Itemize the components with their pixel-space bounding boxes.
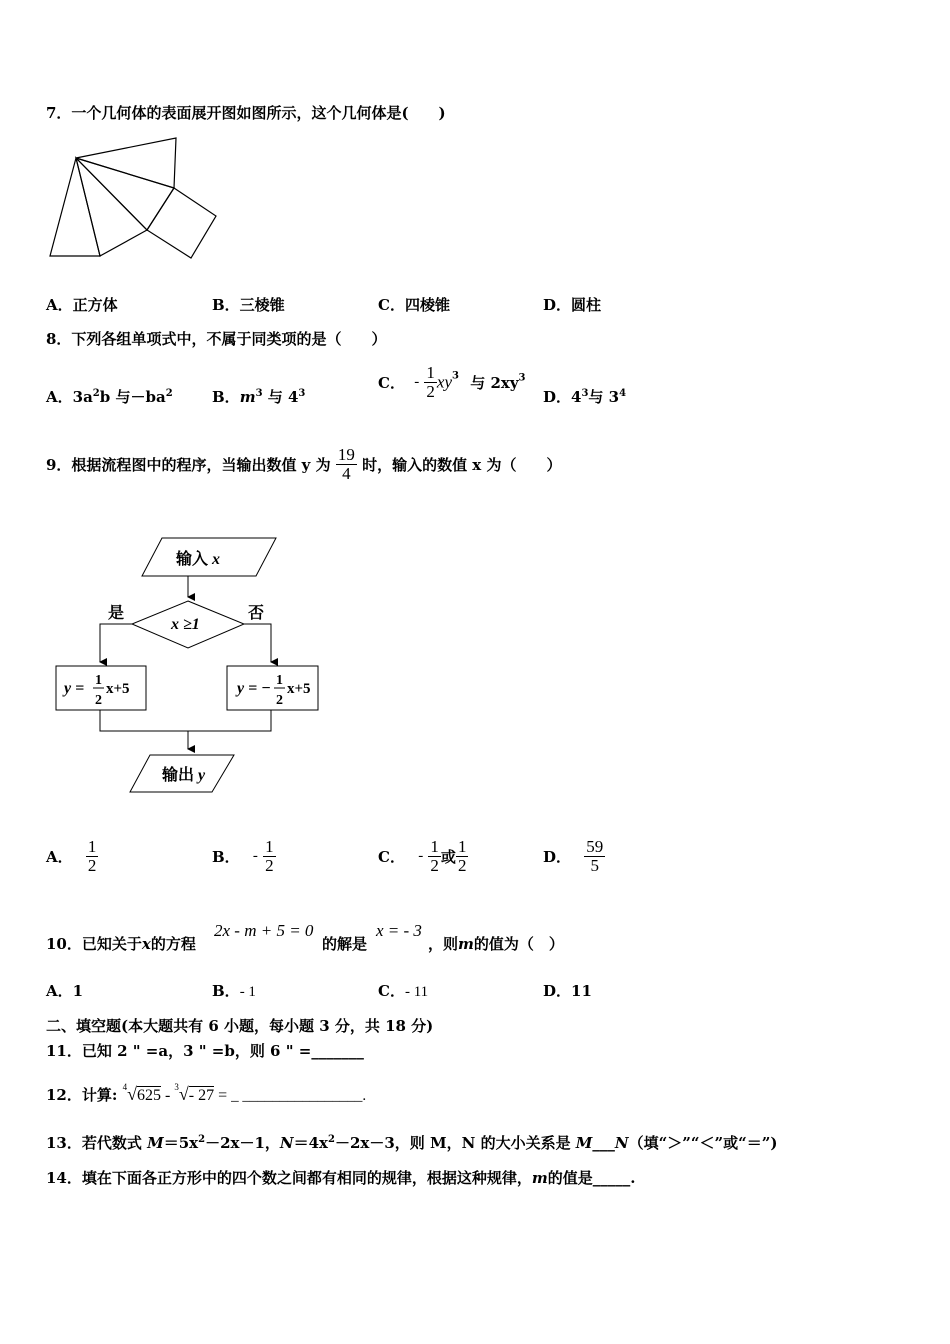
q13-m: M: [147, 1134, 164, 1152]
flow-left-eq: y =: [64, 680, 85, 697]
q10-stem-5: 的值为（ ）: [473, 935, 564, 953]
q13-n2: N: [614, 1134, 629, 1152]
q10-stem: [46, 933, 196, 954]
q7-option-b[interactable]: B．三棱锥: [212, 296, 285, 314]
q9-c-num: 1: [430, 837, 439, 856]
q7-stem: 7．一个几何体的表面展开图如图所示，这个几何体是( ): [46, 104, 446, 122]
net-square: [147, 188, 216, 258]
q10-stem-4: ，则: [428, 935, 459, 953]
q8-b-label: B．: [212, 388, 240, 406]
q8-b-expr: m: [239, 388, 256, 406]
flow-left-tail: x+5: [106, 681, 130, 697]
q9-b-minus: -: [252, 848, 258, 864]
q8-a-expr: b 与－ba: [99, 388, 166, 406]
q8-option-c[interactable]: [378, 364, 526, 408]
q10-solution: x = - 3: [376, 921, 422, 940]
q8-option-b[interactable]: [212, 386, 305, 407]
flow-left-num: 1: [95, 673, 102, 688]
q10-d-value: 11: [571, 982, 592, 1000]
q9-c-fraction: [428, 838, 441, 875]
q9-c-fraction-2: [456, 838, 469, 875]
q12-pre: 12．计算:: [46, 1086, 118, 1104]
q10-d-label: D．: [543, 982, 572, 1000]
q10-b-label: B．: [212, 982, 240, 1000]
q14-pre: 14．填在下面各正方形中的四个数之间都有相同的规律，根据这种规律，: [46, 1169, 532, 1187]
q9-b-fraction: [263, 838, 276, 875]
q8-a-expr: 3a: [72, 388, 93, 406]
q10-a-label: A．: [46, 982, 73, 1000]
q13: [46, 1132, 778, 1153]
q10-stem-1: 10．已知关于: [46, 935, 142, 953]
q10-b-value: - 1: [239, 984, 256, 1000]
q9-y-num: 19: [337, 445, 355, 464]
q8-d-label: D．: [543, 388, 572, 406]
q9-b-num: 1: [265, 837, 274, 856]
q9-a-label: A．: [46, 848, 73, 866]
q10-var-x: x: [141, 935, 151, 953]
q12-minus: -: [161, 1087, 175, 1104]
q8-a-label: A．: [46, 388, 73, 406]
q10-a-value: 1: [72, 982, 84, 1000]
q9-d-fraction: [584, 838, 605, 875]
q8-c-minus: -: [414, 374, 420, 390]
q12: [46, 1074, 366, 1114]
svg-text:输出 y: [161, 765, 206, 784]
q7-option-a[interactable]: A．正方体: [46, 296, 118, 314]
q8-b-expr: 与 4: [262, 388, 299, 406]
q8-a-sup: 2: [165, 388, 173, 399]
q9-y-fraction: [336, 446, 357, 483]
q9-option-d[interactable]: [543, 838, 605, 884]
q9-option-b[interactable]: [212, 838, 276, 884]
q8-c-sup: 3: [452, 370, 459, 382]
q13-answer-blank[interactable]: ___: [592, 1134, 615, 1152]
q9-c-den: 2: [430, 856, 439, 875]
q8-stem: 8．下列各组单项式中，不属于同类项的是（ ）: [46, 330, 387, 348]
q9-option-a[interactable]: [46, 838, 98, 884]
flow-input-label: 输入: [176, 551, 209, 568]
q7-option-c[interactable]: C．四棱锥: [378, 296, 450, 314]
q9-stem: [46, 446, 561, 490]
flow-no-label: 否: [248, 605, 265, 622]
q10-stem-3: 的解是: [322, 935, 368, 953]
q9-b-den: 2: [265, 856, 274, 875]
flow-right-num: 1: [276, 673, 283, 688]
flow-output-var: y: [198, 767, 206, 784]
q8-option-a[interactable]: [46, 386, 173, 407]
q8-c-num: 1: [426, 363, 435, 382]
q9-stem-post: 时，输入的数值 x 为（ ）: [362, 456, 562, 474]
q12-answer-blank[interactable]: _ ________________.: [231, 1088, 367, 1104]
q8-c-fraction: [424, 364, 437, 401]
q9-a-num: 1: [87, 837, 97, 856]
q13-m2: M: [575, 1134, 593, 1152]
q12-root1-body: 625: [137, 1087, 162, 1104]
q9-b-label: B．: [212, 848, 240, 866]
q7-option-d[interactable]: D．圆柱: [543, 296, 602, 314]
q9-c-or: 或: [440, 848, 456, 866]
q10-option-a[interactable]: [46, 980, 83, 1001]
q9-stem-pre: 9．根据流程图中的程序，当输出数值 y 为: [46, 456, 331, 474]
q9-d-label: D．: [543, 848, 572, 866]
q13-m-expr: ＝5x: [163, 1134, 199, 1152]
q14-m: m: [531, 1169, 548, 1187]
net-triangle-1: [50, 158, 100, 256]
q10-stem-2: 的方程: [150, 935, 196, 953]
q11-text: 11．已知 2 " =a，3 " =b，则 6 " =_______: [46, 1042, 364, 1060]
q9-a-den: 2: [87, 856, 97, 875]
q10-option-c[interactable]: [378, 980, 428, 1001]
q7-net-figure: [44, 132, 224, 264]
q13-mid: M，N 的大小关系是: [430, 1134, 576, 1152]
q8-c-var: xy: [436, 372, 453, 392]
q9-option-c[interactable]: [378, 838, 468, 884]
flow-yes-label: 是: [108, 605, 125, 622]
q10-option-b[interactable]: [212, 980, 256, 1001]
q13-n: N: [279, 1134, 294, 1152]
flow-input-var: x: [212, 551, 221, 568]
q8-d-sup: 4: [619, 388, 627, 399]
q13-m-expr: －2x－1，: [205, 1134, 280, 1152]
q9-c-minus: -: [418, 848, 424, 864]
q9-c-num-2: 1: [457, 837, 467, 856]
q13-n-expr: ＝4x: [293, 1134, 329, 1152]
q10-c-value: - 11: [404, 984, 429, 1000]
q14-post[interactable]: 的值是_____.: [547, 1169, 636, 1187]
q8-d-expr: 4: [571, 388, 582, 406]
q12-expression: $^4$√625 - $^3$√- 27 =: [122, 1082, 232, 1104]
q9-flowchart: [50, 534, 330, 796]
q8-c-tail: 与 2xy: [470, 374, 519, 392]
q10-stem-tail: [428, 933, 564, 954]
q13-pre: 13．若代数式: [46, 1134, 148, 1152]
q8-b-sup: 3: [255, 388, 263, 399]
q10-var-m: m: [458, 935, 474, 953]
q8-option-d[interactable]: [543, 386, 626, 407]
net-triangle-4: [76, 138, 176, 188]
flow-right-tail: x+5: [287, 681, 311, 697]
q8-c-label: C．: [378, 374, 405, 392]
q10-c-label: C．: [378, 982, 405, 1000]
net-triangle-2: [76, 158, 147, 256]
svg-text:输入 x: [175, 549, 220, 568]
q9-a-fraction: [86, 838, 99, 875]
q8-a-sup: 2: [92, 388, 100, 399]
q13-m-sup: 2: [198, 1134, 206, 1145]
flow-left-den: 2: [95, 693, 102, 708]
section-2-heading: 二、填空题(本大题共有 6 小题，每小题 3 分，共 18 分): [46, 1017, 434, 1035]
q8-b-sup: 3: [298, 388, 306, 399]
flow-right-eq: y = −: [237, 680, 271, 697]
q12-root1-index: 4: [122, 1082, 128, 1092]
q13-n-sup: 2: [328, 1134, 335, 1145]
q10-equation: 2x - m + 5 = 0: [214, 921, 314, 940]
q9-c-den-2: 2: [457, 856, 467, 875]
q9-y-den: 4: [342, 464, 351, 483]
q13-n-expr: －2x－3，则: [334, 1134, 431, 1152]
q8-d-sup: 3: [581, 388, 589, 399]
q13-tail: （填“＞”“＜”或“＝”): [628, 1134, 778, 1152]
q10-option-d[interactable]: [543, 980, 592, 1001]
flow-condition-text: x ≥1: [171, 616, 200, 633]
flow-right-den: 2: [276, 693, 283, 708]
q12-root2-index: 3: [174, 1082, 179, 1092]
q12-root2-body: - 27: [188, 1087, 215, 1104]
flow-output-label: 输出: [162, 767, 195, 784]
q8-c-den: 2: [426, 382, 435, 401]
q9-d-den: 5: [590, 856, 599, 875]
q8-d-mid: 与 3: [588, 388, 620, 406]
q9-c-label: C．: [378, 848, 405, 866]
q12-eq: =: [214, 1087, 232, 1104]
q8-c-tail-sup: 3: [518, 372, 526, 384]
q14: [46, 1167, 636, 1188]
q9-d-num: 59: [586, 837, 604, 856]
